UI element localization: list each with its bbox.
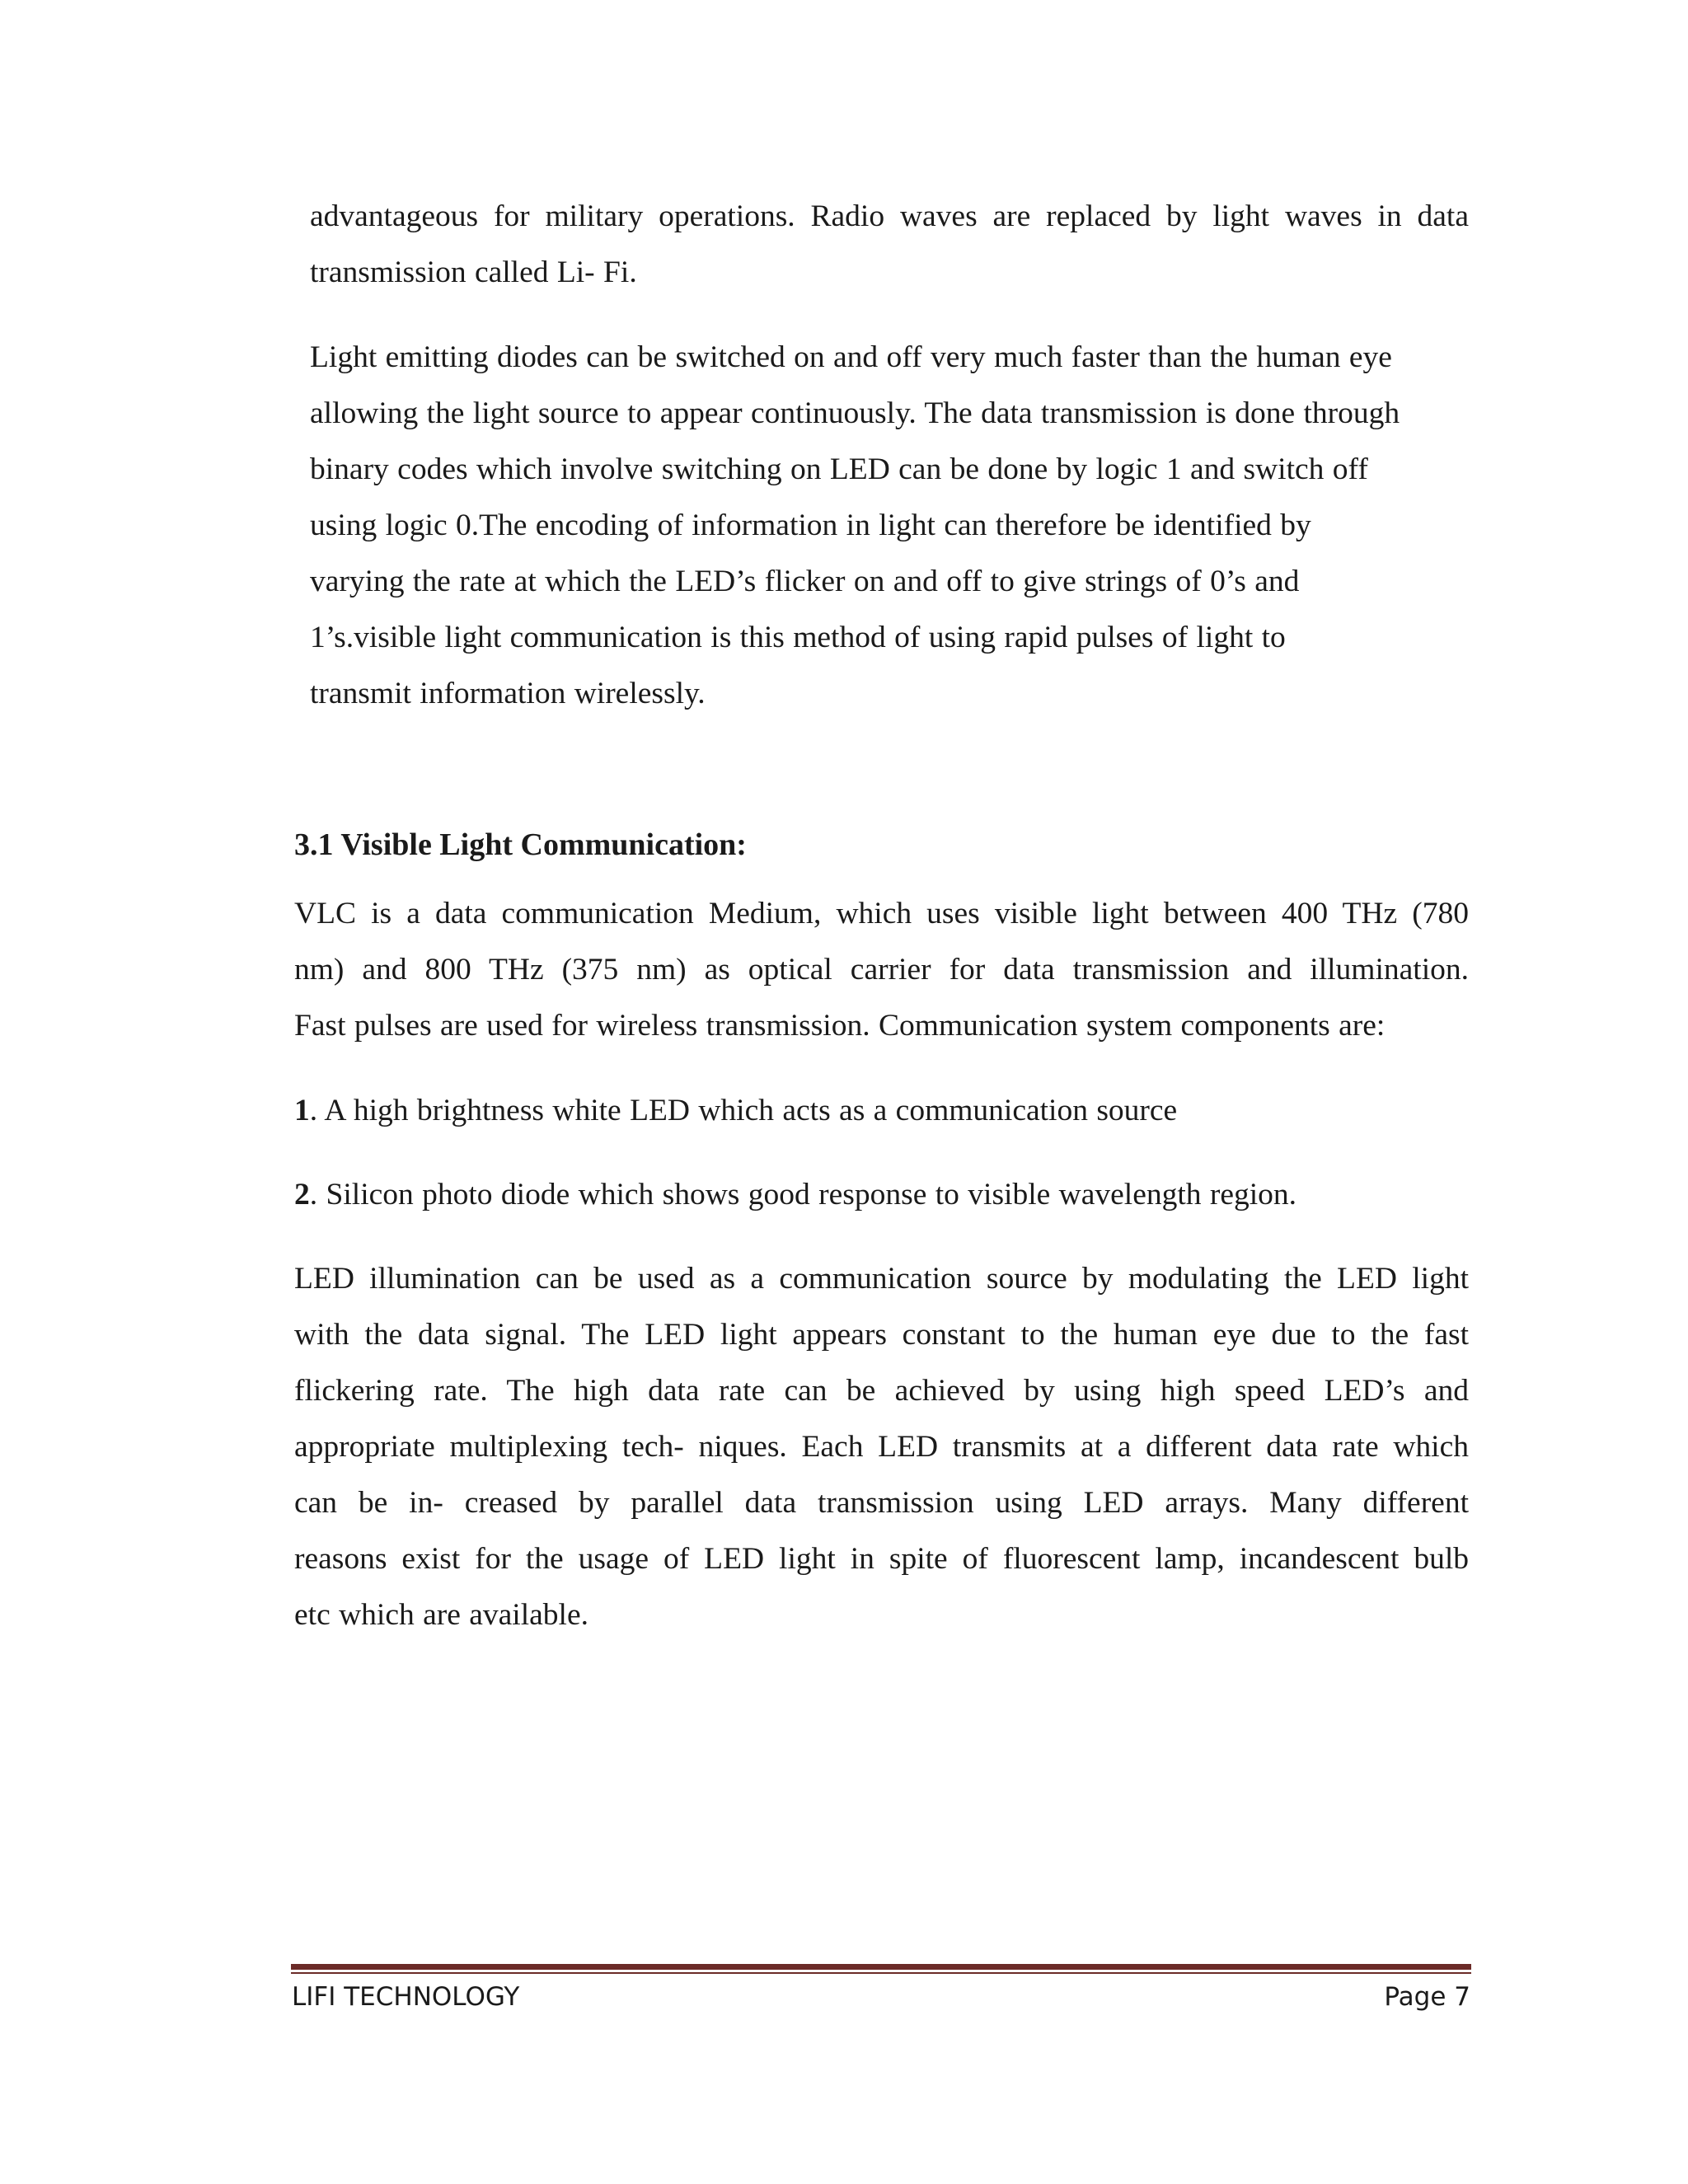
led-line: Light emitting diodes can be switched on and off very much faster than the human eye bbox=[310, 340, 1392, 374]
illumination-paragraph bbox=[294, 1251, 1469, 1643]
led-line: transmit information wirelessly. bbox=[310, 677, 706, 710]
illumination-line: appropriate multiplexing tech- niques. Each LED transmits at a different data rate which bbox=[294, 1430, 1469, 1464]
section-heading: 3.1 Visible Light Communication: bbox=[294, 827, 747, 862]
illumination-line: etc which are available. bbox=[294, 1598, 588, 1632]
footer-title: LIFI TECHNOLOGY bbox=[292, 1982, 520, 2012]
footer-divider-thin bbox=[291, 1972, 1471, 1974]
component-text: . A high brightness white LED which acts as a communication source bbox=[309, 1094, 1178, 1127]
vlc-line: nm) and 800 THz (375 nm) as optical carrier for data transmission and illumination. bbox=[294, 953, 1469, 987]
component-number: 2 bbox=[294, 1178, 310, 1212]
led-line: using logic 0.The encoding of information in light can therefore be identified by bbox=[310, 509, 1311, 542]
intro-line: transmission called Li- Fi. bbox=[310, 255, 637, 289]
component-number: 1 bbox=[294, 1094, 310, 1127]
component-item bbox=[294, 1083, 1469, 1139]
vlc-line: Fast pulses are used for wireless transmission. Communication system components are: bbox=[294, 1009, 1386, 1043]
intro-paragraph bbox=[310, 189, 1469, 301]
intro-line: advantageous for military operations. Radio waves are replaced by light waves in data bbox=[310, 199, 1469, 233]
led-line: binary codes which involve switching on LED can be done by logic 1 and switch off bbox=[310, 452, 1368, 486]
illumination-line: with the data signal. The LED light appears constant to the human eye due to the fast bbox=[294, 1318, 1469, 1352]
led-switching-paragraph bbox=[310, 330, 1469, 722]
led-line: allowing the light source to appear continuously. The data transmission is done through bbox=[310, 396, 1400, 430]
illumination-line: LED illumination can be used as a communication source by modulating the LED light bbox=[294, 1262, 1469, 1296]
led-line: varying the rate at which the LED’s flicker on and off to give strings of 0’s and bbox=[310, 565, 1300, 598]
component-text: . Silicon photo diode which shows good response to visible wavelength region. bbox=[309, 1178, 1297, 1212]
led-line: 1’s.visible light communication is this method of using rapid pulses of light to bbox=[310, 621, 1286, 654]
vlc-line: VLC is a data communication Medium, which uses visible light between 400 THz (780 bbox=[294, 897, 1469, 930]
footer-divider bbox=[291, 1964, 1471, 1970]
component-item bbox=[294, 1167, 1469, 1223]
vlc-paragraph bbox=[294, 886, 1469, 1054]
illumination-line: reasons exist for the usage of LED light in spite of fluorescent lamp, incandescent bulb bbox=[294, 1542, 1469, 1576]
page-number: Page 7 bbox=[1384, 1982, 1470, 2012]
illumination-line: can be in- creased by parallel data transmission using LED arrays. Many different bbox=[294, 1486, 1469, 1520]
illumination-line: flickering rate. The high data rate can be achieved by using high speed LED’s and bbox=[294, 1374, 1469, 1408]
